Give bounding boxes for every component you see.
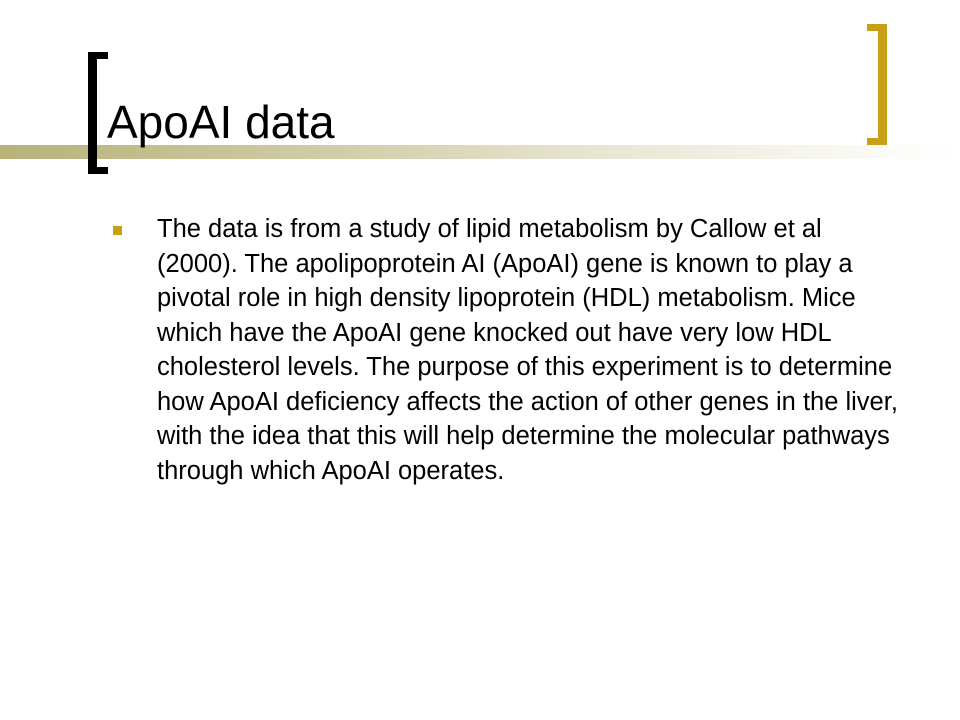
right-bracket-decoration (867, 24, 887, 145)
square-bullet-icon (113, 226, 122, 235)
bullet-item (113, 212, 903, 488)
bullet-list (113, 212, 903, 488)
bullet-text: The data is from a study of lipid metabolism by Callow et al (2000). The apolipoprotein AI (ApoAI) gene is known to play a pivotal role in high density lipoprotein (HDL) metabolism. Mice which have the ApoAI gene knocked out have very low HDL cholesterol levels. The purpose of this experiment is to determine how ApoAI deficiency affects the action of other genes in the liver, with the idea that this will help determine the molecular pathways through which ApoAI operates. (157, 215, 898, 485)
slide-title: ApoAI data (107, 96, 335, 148)
left-bracket-decoration (88, 52, 108, 174)
